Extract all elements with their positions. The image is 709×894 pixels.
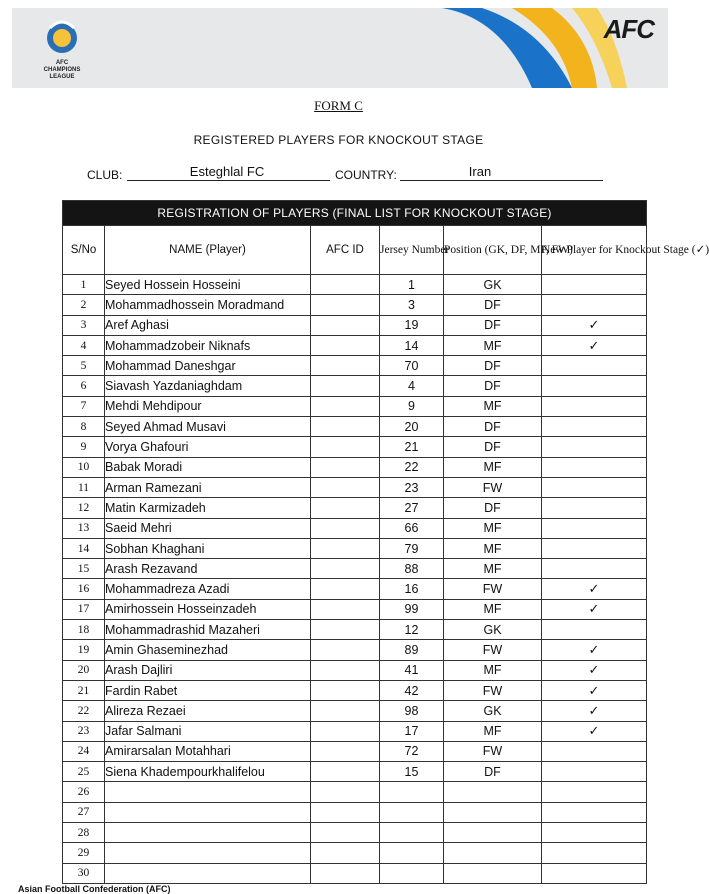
table-row xyxy=(63,823,647,843)
cell-jersey-number: 14 xyxy=(380,335,444,355)
cell-afc-id xyxy=(311,376,380,396)
cell-player-name: Arman Ramezani xyxy=(105,477,311,497)
afc-logo: AFC xyxy=(603,14,654,44)
cell-jersey-number: 79 xyxy=(380,538,444,558)
cell-new-player-check xyxy=(542,417,647,437)
cell-position: GK xyxy=(444,275,542,295)
header-jersey: Jersey Number xyxy=(380,226,444,275)
footer-text: Asian Football Confederation (AFC) xyxy=(18,884,171,894)
cell-position xyxy=(444,802,542,822)
cell-new-player-check xyxy=(542,823,647,843)
country-label: COUNTRY: xyxy=(335,168,397,182)
cell-player-name: Arash Rezavand xyxy=(105,559,311,579)
cell-position: MF xyxy=(444,396,542,416)
cell-jersey-number: 19 xyxy=(380,315,444,335)
cell-sno: 4 xyxy=(63,335,105,355)
cell-jersey-number: 42 xyxy=(380,680,444,700)
cell-afc-id xyxy=(311,437,380,457)
cell-player-name: Mohammadrashid Mazaheri xyxy=(105,620,311,640)
table-row xyxy=(63,538,647,558)
table-row xyxy=(63,721,647,741)
cell-player-name: Amin Ghaseminezhad xyxy=(105,640,311,660)
cell-position: FW xyxy=(444,579,542,599)
cell-player-name: Mohammadhossein Moradmand xyxy=(105,295,311,315)
cell-position: MF xyxy=(444,335,542,355)
header-banner xyxy=(12,8,668,88)
cell-afc-id xyxy=(311,356,380,376)
cell-new-player-check xyxy=(542,741,647,761)
cell-new-player-check: ✓ xyxy=(542,640,647,660)
table-row xyxy=(63,701,647,721)
registration-table xyxy=(62,200,709,884)
cell-sno: 3 xyxy=(63,315,105,335)
form-subtitle: REGISTERED PLAYERS FOR KNOCKOUT STAGE xyxy=(193,133,484,147)
cell-position: MF xyxy=(444,599,542,619)
cell-afc-id xyxy=(311,680,380,700)
cell-position: DF xyxy=(444,437,542,457)
cell-sno: 28 xyxy=(63,823,105,843)
cell-new-player-check xyxy=(542,843,647,863)
table-row xyxy=(63,579,647,599)
cell-new-player-check xyxy=(542,437,647,457)
cell-afc-id xyxy=(311,741,380,761)
cell-position: GK xyxy=(444,620,542,640)
cell-player-name: Mohammadreza Azadi xyxy=(105,579,311,599)
table-row xyxy=(63,680,647,700)
table-row xyxy=(63,498,647,518)
cell-afc-id xyxy=(311,640,380,660)
cell-position: MF xyxy=(444,457,542,477)
cell-afc-id xyxy=(311,762,380,782)
cell-new-player-check xyxy=(542,275,647,295)
cell-sno: 20 xyxy=(63,660,105,680)
cell-position: DF xyxy=(444,356,542,376)
cell-jersey-number xyxy=(380,863,444,883)
cell-afc-id xyxy=(311,843,380,863)
cell-new-player-check: ✓ xyxy=(542,335,647,355)
table-row xyxy=(63,660,647,680)
table-row xyxy=(63,782,647,802)
cell-jersey-number: 15 xyxy=(380,762,444,782)
cell-new-player-check xyxy=(542,802,647,822)
cell-player-name: Seyed Hossein Hosseini xyxy=(105,275,311,295)
cell-sno: 24 xyxy=(63,741,105,761)
cell-afc-id xyxy=(311,782,380,802)
cell-afc-id xyxy=(311,417,380,437)
cell-jersey-number xyxy=(380,802,444,822)
cell-position: DF xyxy=(444,498,542,518)
cell-sno: 21 xyxy=(63,680,105,700)
cell-jersey-number: 1 xyxy=(380,275,444,295)
cell-new-player-check xyxy=(542,376,647,396)
cell-player-name xyxy=(105,843,311,863)
table-row xyxy=(63,741,647,761)
cell-new-player-check xyxy=(542,477,647,497)
cell-jersey-number xyxy=(380,843,444,863)
cell-player-name: Siavash Yazdaniaghdam xyxy=(105,376,311,396)
cell-new-player-check xyxy=(542,620,647,640)
country-underline xyxy=(400,180,603,181)
cell-sno: 6 xyxy=(63,376,105,396)
cell-jersey-number: 12 xyxy=(380,620,444,640)
cell-sno: 26 xyxy=(63,782,105,802)
cell-sno: 30 xyxy=(63,863,105,883)
table-row xyxy=(63,295,647,315)
cell-sno: 5 xyxy=(63,356,105,376)
acl-logo xyxy=(32,16,92,88)
cell-position: FW xyxy=(444,741,542,761)
cell-sno: 14 xyxy=(63,538,105,558)
table-row xyxy=(63,640,647,660)
cell-player-name: Amirhossein Hosseinzadeh xyxy=(105,599,311,619)
cell-sno: 16 xyxy=(63,579,105,599)
cell-jersey-number xyxy=(380,782,444,802)
cell-player-name: Saeid Mehri xyxy=(105,518,311,538)
cell-jersey-number: 89 xyxy=(380,640,444,660)
table-row xyxy=(63,762,647,782)
cell-new-player-check xyxy=(542,762,647,782)
table-banner: REGISTRATION OF PLAYERS (FINAL LIST FOR KNOCKOUT STAGE) xyxy=(63,201,647,226)
cell-player-name: Siena Khadempourkhalifelou xyxy=(105,762,311,782)
cell-player-name xyxy=(105,782,311,802)
acl-logo-line3: LEAGUE xyxy=(49,74,75,80)
cell-sno: 9 xyxy=(63,437,105,457)
cell-jersey-number: 27 xyxy=(380,498,444,518)
table-body xyxy=(63,275,647,884)
header-new-player: New Player for Knockout Stage (✓) xyxy=(542,226,647,275)
cell-afc-id xyxy=(311,396,380,416)
cell-new-player-check: ✓ xyxy=(542,701,647,721)
cell-position: DF xyxy=(444,376,542,396)
cell-jersey-number: 23 xyxy=(380,477,444,497)
table-row xyxy=(63,802,647,822)
cell-player-name: Babak Moradi xyxy=(105,457,311,477)
cell-player-name: Aref Aghasi xyxy=(105,315,311,335)
cell-sno: 22 xyxy=(63,701,105,721)
cell-new-player-check xyxy=(542,863,647,883)
header-afc-id: AFC ID xyxy=(311,226,380,275)
cell-sno: 15 xyxy=(63,559,105,579)
header-name: NAME (Player) xyxy=(105,226,311,275)
cell-sno: 23 xyxy=(63,721,105,741)
cell-new-player-check xyxy=(542,356,647,376)
cell-sno: 7 xyxy=(63,396,105,416)
cell-player-name: Matin Karmizadeh xyxy=(105,498,311,518)
club-value: Esteghlal FC xyxy=(189,164,265,179)
club-country-line xyxy=(87,164,607,184)
cell-player-name: Jafar Salmani xyxy=(105,721,311,741)
cell-position: MF xyxy=(444,559,542,579)
table-row xyxy=(63,315,647,335)
cell-afc-id xyxy=(311,823,380,843)
table-row xyxy=(63,457,647,477)
table-row xyxy=(63,843,647,863)
cell-afc-id xyxy=(311,457,380,477)
cell-position: MF xyxy=(444,721,542,741)
cell-player-name: Mehdi Mehdipour xyxy=(105,396,311,416)
cell-afc-id xyxy=(311,498,380,518)
cell-player-name: Fardin Rabet xyxy=(105,680,311,700)
cell-new-player-check: ✓ xyxy=(542,579,647,599)
cell-jersey-number: 41 xyxy=(380,660,444,680)
cell-sno: 2 xyxy=(63,295,105,315)
table-row xyxy=(63,396,647,416)
cell-jersey-number: 66 xyxy=(380,518,444,538)
cell-sno: 25 xyxy=(63,762,105,782)
cell-position xyxy=(444,823,542,843)
form-title: FORM C xyxy=(314,98,363,113)
club-label: CLUB: xyxy=(87,168,123,182)
cell-position xyxy=(444,782,542,802)
cell-player-name: Mohammad Daneshgar xyxy=(105,356,311,376)
cell-position: DF xyxy=(444,417,542,437)
cell-new-player-check xyxy=(542,538,647,558)
cell-player-name: Amirarsalan Motahhari xyxy=(105,741,311,761)
table-row xyxy=(63,335,647,355)
cell-afc-id xyxy=(311,599,380,619)
cell-sno: 18 xyxy=(63,620,105,640)
cell-jersey-number: 98 xyxy=(380,701,444,721)
cell-afc-id xyxy=(311,315,380,335)
cell-new-player-check xyxy=(542,518,647,538)
table-row xyxy=(63,559,647,579)
cell-position xyxy=(444,843,542,863)
cell-afc-id xyxy=(311,721,380,741)
table-row xyxy=(63,437,647,457)
cell-sno: 11 xyxy=(63,477,105,497)
cell-position: MF xyxy=(444,538,542,558)
cell-jersey-number: 88 xyxy=(380,559,444,579)
cell-position: DF xyxy=(444,762,542,782)
cell-jersey-number: 4 xyxy=(380,376,444,396)
cell-new-player-check: ✓ xyxy=(542,721,647,741)
cell-position: MF xyxy=(444,660,542,680)
cell-sno: 27 xyxy=(63,802,105,822)
cell-player-name xyxy=(105,863,311,883)
acl-logo-line1: AFC xyxy=(55,60,69,66)
cell-player-name: Vorya Ghafouri xyxy=(105,437,311,457)
cell-new-player-check xyxy=(542,782,647,802)
cell-jersey-number: 21 xyxy=(380,437,444,457)
cell-player-name: Mohammadzobeir Niknafs xyxy=(105,335,311,355)
cell-jersey-number xyxy=(380,823,444,843)
cell-sno: 17 xyxy=(63,599,105,619)
cell-afc-id xyxy=(311,579,380,599)
cell-new-player-check xyxy=(542,396,647,416)
cell-afc-id xyxy=(311,620,380,640)
cell-position: DF xyxy=(444,315,542,335)
cell-new-player-check xyxy=(542,498,647,518)
club-underline xyxy=(127,180,330,181)
cell-player-name: Alireza Rezaei xyxy=(105,701,311,721)
cell-jersey-number: 16 xyxy=(380,579,444,599)
cell-new-player-check xyxy=(542,457,647,477)
cell-jersey-number: 99 xyxy=(380,599,444,619)
cell-new-player-check: ✓ xyxy=(542,599,647,619)
acl-logo-line2: CHAMPIONS xyxy=(43,67,81,73)
cell-new-player-check: ✓ xyxy=(542,315,647,335)
cell-jersey-number: 70 xyxy=(380,356,444,376)
cell-new-player-check xyxy=(542,295,647,315)
cell-afc-id xyxy=(311,559,380,579)
cell-position: FW xyxy=(444,680,542,700)
table-row xyxy=(63,356,647,376)
cell-position: GK xyxy=(444,701,542,721)
table-row xyxy=(63,275,647,295)
table-row xyxy=(63,863,647,883)
cell-position: FW xyxy=(444,477,542,497)
cell-sno: 8 xyxy=(63,417,105,437)
table-row xyxy=(63,376,647,396)
cell-new-player-check: ✓ xyxy=(542,680,647,700)
country-value: Iran xyxy=(468,164,492,179)
cell-jersey-number: 72 xyxy=(380,741,444,761)
cell-position xyxy=(444,863,542,883)
header-sno: S/No xyxy=(63,226,105,275)
cell-new-player-check: ✓ xyxy=(542,660,647,680)
header-position: Position (GK, DF, MF, FW) xyxy=(444,226,542,275)
cell-jersey-number: 20 xyxy=(380,417,444,437)
cell-sno: 10 xyxy=(63,457,105,477)
cell-jersey-number: 9 xyxy=(380,396,444,416)
cell-afc-id xyxy=(311,477,380,497)
cell-player-name: Sobhan Khaghani xyxy=(105,538,311,558)
cell-sno: 12 xyxy=(63,498,105,518)
cell-afc-id xyxy=(311,701,380,721)
table-row xyxy=(63,518,647,538)
cell-position: DF xyxy=(444,295,542,315)
acl-emblem-icon xyxy=(42,16,82,56)
cell-afc-id xyxy=(311,538,380,558)
cell-afc-id xyxy=(311,660,380,680)
cell-afc-id xyxy=(311,275,380,295)
cell-sno: 29 xyxy=(63,843,105,863)
cell-jersey-number: 17 xyxy=(380,721,444,741)
cell-afc-id xyxy=(311,863,380,883)
cell-jersey-number: 3 xyxy=(380,295,444,315)
table-row xyxy=(63,599,647,619)
cell-jersey-number: 22 xyxy=(380,457,444,477)
cell-new-player-check xyxy=(542,559,647,579)
table-row xyxy=(63,620,647,640)
cell-player-name xyxy=(105,802,311,822)
cell-player-name xyxy=(105,823,311,843)
table-row xyxy=(63,417,647,437)
cell-afc-id xyxy=(311,518,380,538)
cell-position: MF xyxy=(444,518,542,538)
cell-sno: 19 xyxy=(63,640,105,660)
cell-player-name: Seyed Ahmad Musavi xyxy=(105,417,311,437)
cell-sno: 1 xyxy=(63,275,105,295)
cell-afc-id xyxy=(311,335,380,355)
cell-sno: 13 xyxy=(63,518,105,538)
table-row xyxy=(63,477,647,497)
cell-position: FW xyxy=(444,640,542,660)
cell-afc-id xyxy=(311,802,380,822)
cell-afc-id xyxy=(311,295,380,315)
cell-player-name: Arash Dajliri xyxy=(105,660,311,680)
